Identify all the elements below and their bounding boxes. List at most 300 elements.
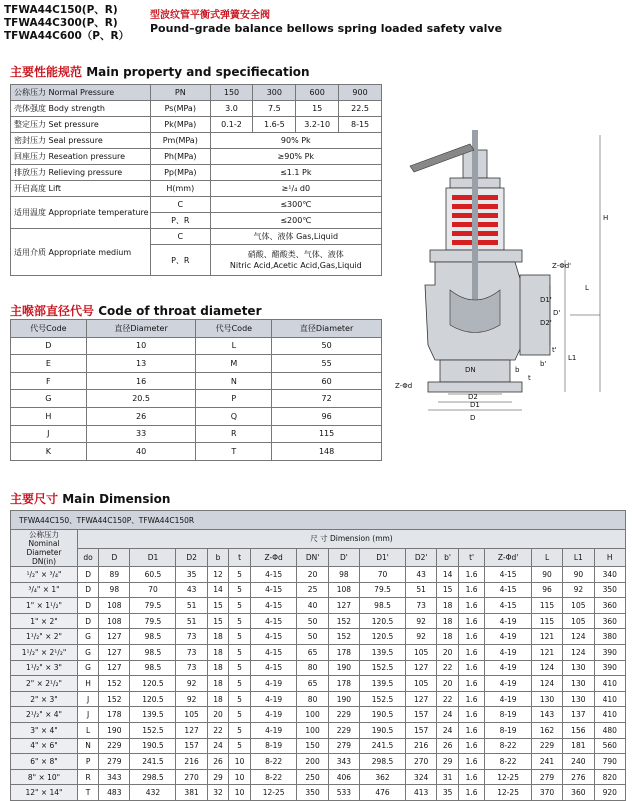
dn-header-line: 公称压力	[29, 530, 59, 539]
dim-row	[11, 754, 626, 770]
dim-cell: 241.5	[360, 738, 406, 754]
throat-cell: Q	[196, 407, 272, 425]
dim-cell: 178	[328, 676, 359, 692]
dim-cell: 410	[594, 691, 626, 707]
dim-cell: 12-25	[485, 769, 532, 785]
dim-cell: 5	[229, 613, 251, 629]
dim-cell: 92	[406, 613, 437, 629]
label-d2-prime: D2'	[540, 319, 552, 327]
dim-cell: 432	[130, 785, 176, 801]
dim-cell: 51	[406, 582, 437, 598]
throat-cell: H	[11, 407, 87, 425]
dim-cell: 127	[328, 598, 359, 614]
dim-cell: 1.6	[458, 707, 484, 723]
dim-cell: 5	[229, 691, 251, 707]
dim-cell: 152.5	[360, 660, 406, 676]
dim-cell: 4-15	[250, 629, 297, 645]
dim-cell: 29	[437, 754, 459, 770]
medium-c-value: 气体、液体 Gas,Liquid	[210, 229, 381, 245]
throat-cell: 20.5	[86, 390, 196, 408]
dim-cell: 1.6	[458, 738, 484, 754]
dim-cell: 4-19	[485, 691, 532, 707]
dim-cell: 24	[207, 738, 229, 754]
dim-cell: 18	[207, 676, 229, 692]
dim-cell: 190.5	[360, 722, 406, 738]
dim-cell: 4-15	[485, 567, 532, 583]
dim-cell: 20	[207, 707, 229, 723]
dim-cell: 10	[229, 754, 251, 770]
dim-cell: 190.5	[360, 707, 406, 723]
dim-cell: 80	[297, 691, 328, 707]
section-throat-en: Code of throat diameter	[98, 304, 262, 318]
dim-cell: 229	[328, 722, 359, 738]
dim-cell: 820	[594, 769, 626, 785]
dim-cell: 31	[437, 769, 459, 785]
dim-dn-cell: ³/₄" × 1"	[11, 582, 78, 598]
dim-cell: 4-15	[250, 644, 297, 660]
lift-symbol: H(mm)	[150, 181, 210, 197]
dim-cell: G	[78, 644, 99, 660]
dim-cell: 360	[563, 785, 594, 801]
dim-cell: 1.6	[458, 582, 484, 598]
dim-cell: 12-25	[485, 785, 532, 801]
dim-cell: 5	[229, 582, 251, 598]
label-t-prime: t'	[552, 346, 557, 354]
throat-cell: F	[11, 372, 87, 390]
dim-column-header: b	[207, 548, 229, 567]
dim-cell: 121	[531, 629, 562, 645]
dim-cell: 4-19	[485, 660, 532, 676]
dim-cell: 79.5	[360, 582, 406, 598]
throat-cell: 148	[272, 443, 382, 461]
dim-column-header: H	[594, 548, 626, 567]
throat-row	[11, 443, 382, 461]
dim-cell: 92	[176, 691, 207, 707]
dim-cell: 5	[229, 629, 251, 645]
dim-cell: 130	[563, 691, 594, 707]
dim-cell: 98	[328, 567, 359, 583]
inlet-flange	[428, 382, 522, 392]
throat-row	[11, 390, 382, 408]
dim-header-row-1	[11, 530, 626, 549]
model-3: TFWA44C600（P、R）	[4, 30, 130, 42]
dim-cell: D	[78, 613, 99, 629]
dim-cell: 18	[437, 613, 459, 629]
dim-cell: P	[78, 754, 99, 770]
dim-cell: 50	[297, 613, 328, 629]
dim-cell: 50	[297, 629, 328, 645]
dim-cell: 250	[297, 769, 328, 785]
label-z-phid: Z-Φd	[395, 382, 413, 390]
dn-header-line: Nominal	[28, 539, 60, 548]
dim-cell: 105	[176, 707, 207, 723]
dim-cell: 343	[328, 754, 359, 770]
dim-cell: 5	[229, 722, 251, 738]
property-row-reseat	[11, 149, 382, 165]
dim-cell: 216	[176, 754, 207, 770]
dim-cell: 362	[360, 769, 406, 785]
throat-header: 直径Diameter	[272, 320, 382, 338]
dim-cell: 15	[207, 613, 229, 629]
body-value: 22.5	[339, 101, 382, 117]
dim-cell: 24	[437, 707, 459, 723]
throat-header: 代号Code	[11, 320, 87, 338]
dim-cell: 229	[531, 738, 562, 754]
throat-cell: 13	[86, 355, 196, 373]
set-value: 8-15	[339, 117, 382, 133]
dim-cell: 350	[297, 785, 328, 801]
dim-cell: 121	[531, 644, 562, 660]
label-b-prime: b'	[540, 360, 547, 368]
section-throat-title	[10, 302, 262, 319]
lift-value: ≥¹/₄ d0	[210, 181, 381, 197]
throat-row	[11, 407, 382, 425]
dim-cell: 92	[176, 676, 207, 692]
dim-column-header: D1'	[360, 548, 406, 567]
throat-cell: M	[196, 355, 272, 373]
property-row-seal	[11, 133, 382, 149]
dim-cell: 43	[176, 582, 207, 598]
dim-cell: 143	[531, 707, 562, 723]
lift-label: 开启高度 Lift	[11, 181, 151, 197]
dim-cell: 152.5	[130, 722, 176, 738]
throat-cell: 55	[272, 355, 382, 373]
dim-cell: 1.6	[458, 785, 484, 801]
dim-column-header: do	[78, 548, 99, 567]
dim-cell: 279	[99, 754, 130, 770]
property-row-pn	[11, 85, 382, 101]
seal-value: 90% Pk	[210, 133, 381, 149]
dim-cell: 22	[437, 691, 459, 707]
property-row-body	[11, 101, 382, 117]
dim-cell: 127	[99, 629, 130, 645]
body-symbol: Ps(MPa)	[150, 101, 210, 117]
dim-cell: 73	[176, 629, 207, 645]
dn-header	[11, 530, 78, 567]
dim-cell: 4-19	[485, 676, 532, 692]
dim-cell: 152	[328, 629, 359, 645]
dim-row	[11, 769, 626, 785]
medium-pr-value	[210, 245, 381, 276]
dim-cell: 98.5	[360, 598, 406, 614]
dim-cell: 178	[99, 707, 130, 723]
dim-column-header: DN'	[297, 548, 328, 567]
dim-cell: 381	[176, 785, 207, 801]
dim-column-header: b'	[437, 548, 459, 567]
model-list	[4, 4, 129, 43]
dim-cell: 406	[328, 769, 359, 785]
dim-cell: 1.6	[458, 722, 484, 738]
property-row-temp-c	[11, 197, 382, 213]
dim-cell: 127	[99, 644, 130, 660]
throat-cell: 40	[86, 443, 196, 461]
label-z-phid-prime: Z-Φd'	[552, 262, 572, 270]
dim-cell: 5	[229, 738, 251, 754]
dim-cell: 98.5	[130, 660, 176, 676]
set-label: 整定压力 Set pressure	[11, 117, 151, 133]
throat-cell: G	[11, 390, 87, 408]
dim-cell: 152	[99, 691, 130, 707]
dim-cell: 108	[99, 613, 130, 629]
dim-cell: 8-22	[250, 754, 297, 770]
dim-column-row	[11, 548, 626, 567]
dim-cell: 100	[297, 722, 328, 738]
dim-cell: 22	[437, 660, 459, 676]
temp-c: C	[150, 197, 210, 213]
dim-cell: N	[78, 738, 99, 754]
dim-cell: 480	[594, 722, 626, 738]
section-property-cn: 主要性能规范	[10, 65, 83, 79]
dim-cell: 80	[297, 660, 328, 676]
np-symbol: PN	[150, 85, 210, 101]
dim-row	[11, 613, 626, 629]
dim-cell: 533	[328, 785, 359, 801]
dim-cell: 4-15	[250, 567, 297, 583]
dim-models: TFWA44C150、TFWA44C150P、TFWA44C150R	[11, 511, 626, 530]
dim-dn-cell: 1¹/₂" × 2"	[11, 629, 78, 645]
dim-cell: L	[78, 722, 99, 738]
dim-cell: 8-19	[250, 738, 297, 754]
dim-column-header: L	[531, 548, 562, 567]
reseat-label: 回座压力 Reseation pressure	[11, 149, 151, 165]
dim-dn-cell: 8" × 10"	[11, 769, 78, 785]
dim-cell: 92	[406, 629, 437, 645]
dim-row	[11, 676, 626, 692]
dim-cell: R	[78, 769, 99, 785]
dim-column-header: L1	[563, 548, 594, 567]
dim-cell: 70	[130, 582, 176, 598]
dim-row	[11, 629, 626, 645]
dim-cell: 152	[328, 613, 359, 629]
dim-cell: 105	[563, 598, 594, 614]
valve-body-shape	[425, 150, 550, 392]
throat-row	[11, 372, 382, 390]
dim-cell: 5	[229, 660, 251, 676]
section-property-en: Main property and specifiecation	[86, 65, 310, 79]
property-row-set	[11, 117, 382, 133]
dim-body	[11, 567, 626, 801]
section-property-title	[10, 63, 310, 80]
throat-cell: 96	[272, 407, 382, 425]
dim-cell: 5	[229, 567, 251, 583]
dim-cell: 130	[531, 691, 562, 707]
dim-cell: 98	[99, 582, 130, 598]
dim-cell: 8-19	[485, 722, 532, 738]
dim-cell: 4-19	[250, 707, 297, 723]
dim-cell: 12-25	[250, 785, 297, 801]
dim-cell: 920	[594, 785, 626, 801]
dim-cell: J	[78, 691, 99, 707]
dim-cell: D	[78, 567, 99, 583]
dim-cell: 127	[176, 722, 207, 738]
label-l1: L1	[568, 354, 577, 362]
dim-cell: 73	[406, 598, 437, 614]
dim-cell: 156	[563, 722, 594, 738]
label-b: b	[515, 366, 520, 374]
dim-cell: G	[78, 660, 99, 676]
dim-cell: 229	[99, 738, 130, 754]
dim-cell: 98.5	[130, 629, 176, 645]
dim-row	[11, 598, 626, 614]
dim-cell: 10	[229, 785, 251, 801]
dim-cell: D	[78, 598, 99, 614]
dim-cell: 60.5	[130, 567, 176, 583]
reseat-symbol: Ph(MPa)	[150, 149, 210, 165]
dim-row	[11, 707, 626, 723]
dim-cell: 8-22	[485, 754, 532, 770]
dim-cell: 139.5	[360, 644, 406, 660]
throat-header-row	[11, 320, 382, 338]
dim-cell: 229	[328, 707, 359, 723]
dim-cell: 340	[594, 567, 626, 583]
dim-cell: 120.5	[130, 691, 176, 707]
dim-cell: 18	[207, 660, 229, 676]
dim-row	[11, 722, 626, 738]
dim-cell: 410	[594, 707, 626, 723]
dim-row	[11, 691, 626, 707]
throat-cell: 60	[272, 372, 382, 390]
dim-cell: 8-22	[485, 738, 532, 754]
medium-label: 适用介质 Appropriate medium	[11, 229, 151, 276]
set-value: 1.6-5	[253, 117, 296, 133]
throat-cell: P	[196, 390, 272, 408]
throat-cell: D	[11, 337, 87, 355]
dim-cell: 483	[99, 785, 130, 801]
dim-cell: 4-15	[250, 660, 297, 676]
dim-cell: 79.5	[130, 598, 176, 614]
dim-row	[11, 644, 626, 660]
dim-cell: 105	[406, 644, 437, 660]
dim-cell: 190	[328, 691, 359, 707]
dim-cell: 124	[563, 644, 594, 660]
dim-cell: 1.6	[458, 660, 484, 676]
dim-cell: 90	[531, 567, 562, 583]
dim-cell: 35	[437, 785, 459, 801]
throat-cell: 16	[86, 372, 196, 390]
dim-column-header: Z-Φd	[250, 548, 297, 567]
dim-cell: 8-19	[485, 707, 532, 723]
throat-cell: K	[11, 443, 87, 461]
title-chinese: 型波纹管平衡式弹簧安全阀	[150, 10, 270, 21]
dim-cell: 216	[406, 738, 437, 754]
throat-cell: N	[196, 372, 272, 390]
dim-cell: 108	[99, 598, 130, 614]
dim-cell: 190.5	[130, 738, 176, 754]
dim-cell: D	[78, 582, 99, 598]
dim-cell: 20	[437, 676, 459, 692]
relieve-label: 排放压力 Relieving pressure	[11, 165, 151, 181]
dim-cell: 124	[563, 629, 594, 645]
temp-c-value: ≤300℃	[210, 197, 381, 213]
dim-dn-cell: 2" × 2¹/₂"	[11, 676, 78, 692]
dim-cell: 120.5	[360, 629, 406, 645]
relieve-symbol: Pp(MPa)	[150, 165, 210, 181]
throat-cell: 50	[272, 337, 382, 355]
throat-cell: 72	[272, 390, 382, 408]
dim-column-header: D	[99, 548, 130, 567]
dim-cell: 270	[176, 769, 207, 785]
dim-cell: 200	[297, 754, 328, 770]
dim-cell: 279	[531, 769, 562, 785]
temp-label: 适用温度 Appropriate temperature	[11, 197, 151, 229]
set-value: 0.1-2	[210, 117, 253, 133]
dim-cell: 14	[207, 582, 229, 598]
dim-cell: 26	[437, 738, 459, 754]
dim-cell: 380	[594, 629, 626, 645]
label-d-prime: D'	[553, 309, 561, 317]
dim-dn-cell: 12" × 14"	[11, 785, 78, 801]
dim-cell: H	[78, 676, 99, 692]
property-row-relieve	[11, 165, 382, 181]
dim-cell: 15	[207, 598, 229, 614]
dn-header-line: Diameter	[26, 548, 62, 557]
seal-symbol: Pm(MPa)	[150, 133, 210, 149]
body-value: 15	[296, 101, 339, 117]
dim-cell: 25	[297, 582, 328, 598]
dim-cell: 92	[563, 582, 594, 598]
dim-cell: 279	[328, 738, 359, 754]
dim-dn-cell: 1" × 1¹/₂"	[11, 598, 78, 614]
dim-row	[11, 582, 626, 598]
dim-cell: 4-19	[250, 722, 297, 738]
dim-cell: 4-15	[250, 598, 297, 614]
dim-column-header: t	[229, 548, 251, 567]
dim-cell: 1.6	[458, 754, 484, 770]
np-label: 公称压力 Normal Pressure	[11, 85, 151, 101]
dim-cell: 5	[229, 598, 251, 614]
dim-cell: 127	[406, 660, 437, 676]
dim-cell: 139.5	[360, 676, 406, 692]
dim-cell: 18	[437, 629, 459, 645]
dim-column-header: D2	[176, 548, 207, 567]
dim-cell: 298.5	[360, 754, 406, 770]
dim-cell: 4-19	[485, 613, 532, 629]
dim-cell: 35	[176, 567, 207, 583]
section-dim-en: Main Dimension	[62, 492, 171, 506]
dim-cell: 343	[99, 769, 130, 785]
dim-cell: 73	[176, 660, 207, 676]
dim-cell: 1.6	[458, 676, 484, 692]
dim-cell: 18	[437, 598, 459, 614]
dim-cell: 105	[406, 676, 437, 692]
dim-cell: 51	[176, 613, 207, 629]
medium-c: C	[150, 229, 210, 245]
dim-dn-cell: 6" × 8"	[11, 754, 78, 770]
dim-cell: 20	[437, 644, 459, 660]
throat-row	[11, 425, 382, 443]
dim-cell: 150	[297, 738, 328, 754]
dim-cell: 1.6	[458, 644, 484, 660]
dim-cell: 4-19	[250, 676, 297, 692]
label-d: D	[470, 414, 476, 422]
throat-cell: E	[11, 355, 87, 373]
dim-cell: 1.6	[458, 613, 484, 629]
dim-dn-cell: ¹/₂" × ³/₄"	[11, 567, 78, 583]
section-dim-cn: 主要尺寸	[10, 492, 59, 506]
dim-cell: 1.6	[458, 567, 484, 583]
dim-cell: 5	[229, 707, 251, 723]
body-value: 7.5	[253, 101, 296, 117]
dim-cell: 32	[207, 785, 229, 801]
throat-header: 代号Code	[196, 320, 272, 338]
dim-cell: 157	[176, 738, 207, 754]
model-1: TFWA44C150(P、R)	[4, 4, 118, 16]
dim-cell: 120.5	[130, 676, 176, 692]
dim-cell: T	[78, 785, 99, 801]
dim-cell: 18	[207, 644, 229, 660]
dim-cell: 130	[563, 676, 594, 692]
dim-cell: 360	[594, 598, 626, 614]
